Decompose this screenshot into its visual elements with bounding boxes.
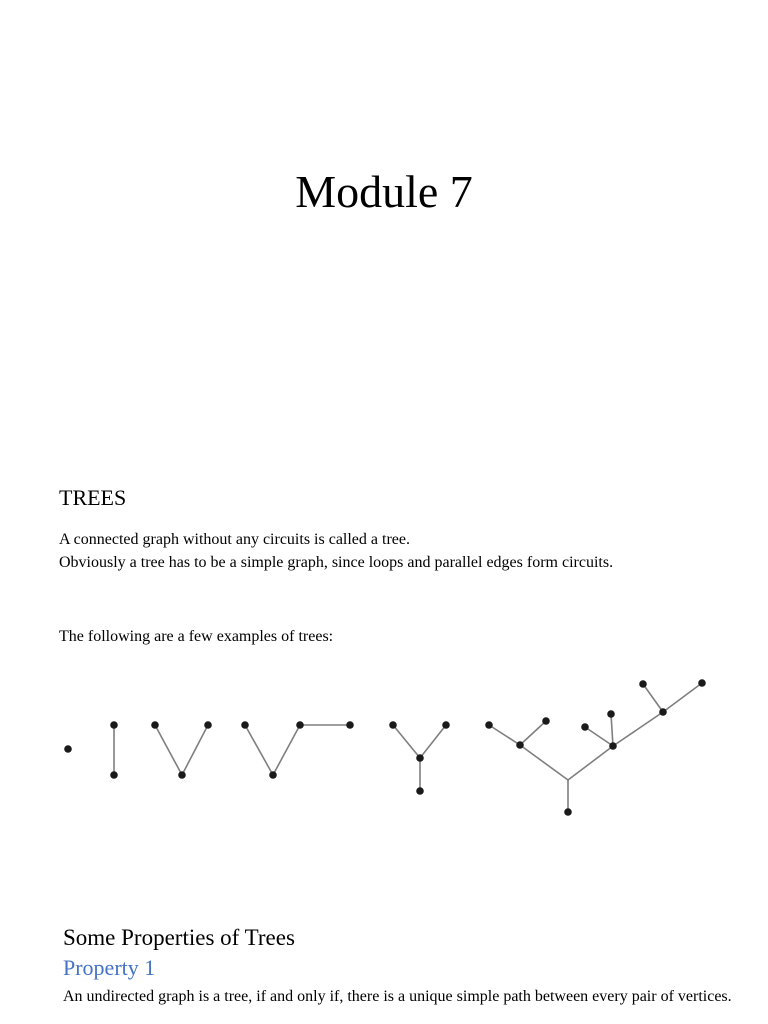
tree-examples-figure [0, 660, 768, 830]
tree-vertex [151, 721, 159, 729]
tree-vertex [296, 721, 304, 729]
tree-vertex [269, 771, 277, 779]
property-1-text: An undirected graph is a tree, if and only if, there is a unique simple path between every pair of vertices. [63, 988, 732, 1005]
tree-edge [420, 725, 446, 758]
tree-vertex [178, 771, 186, 779]
tree-vertex [581, 723, 589, 731]
tree-edge [273, 725, 300, 775]
tree-edge [568, 746, 613, 780]
section-heading: TREES [59, 485, 127, 510]
tree-vertex [442, 721, 450, 729]
tree-vertex [542, 717, 550, 725]
properties-heading: Some Properties of Trees [63, 925, 295, 950]
tree-edge [489, 725, 520, 745]
tree-vertex [389, 721, 397, 729]
tree-vertex [204, 721, 212, 729]
tree-edge [643, 684, 663, 712]
explanation-text: Obviously a tree has to be a simple graph, since loops and parallel edges form circuits. [59, 554, 614, 571]
tree-vertex [64, 745, 72, 753]
tree-edge [393, 725, 420, 758]
tree-edge [611, 714, 613, 746]
definition-text: A connected graph without any circuits is called a tree. [59, 531, 410, 548]
tree-edge [155, 725, 182, 775]
tree-edge [245, 725, 273, 775]
tree-edge [585, 727, 613, 746]
tree-vertex [241, 721, 249, 729]
tree-vertex [110, 721, 118, 729]
tree-edge [613, 712, 663, 746]
tree-vertex [416, 787, 424, 795]
tree-vertex [110, 771, 118, 779]
tree-vertex [564, 808, 572, 816]
tree-vertex [516, 741, 524, 749]
tree-vertex [485, 721, 493, 729]
tree-vertex [346, 721, 354, 729]
examples-intro-text: The following are a few examples of trees: [59, 628, 334, 645]
tree-vertex [698, 679, 706, 687]
tree-vertex [607, 710, 615, 718]
tree-edge [520, 745, 568, 780]
tree-vertex [416, 754, 424, 762]
tree-vertex [659, 708, 667, 716]
page-title: Module 7 [295, 166, 473, 217]
tree-edge [520, 721, 546, 745]
tree-edge [663, 683, 702, 712]
property-1-title: Property 1 [63, 955, 156, 980]
tree-vertex [639, 680, 647, 688]
tree-vertex [609, 742, 617, 750]
tree-edge [182, 725, 208, 775]
